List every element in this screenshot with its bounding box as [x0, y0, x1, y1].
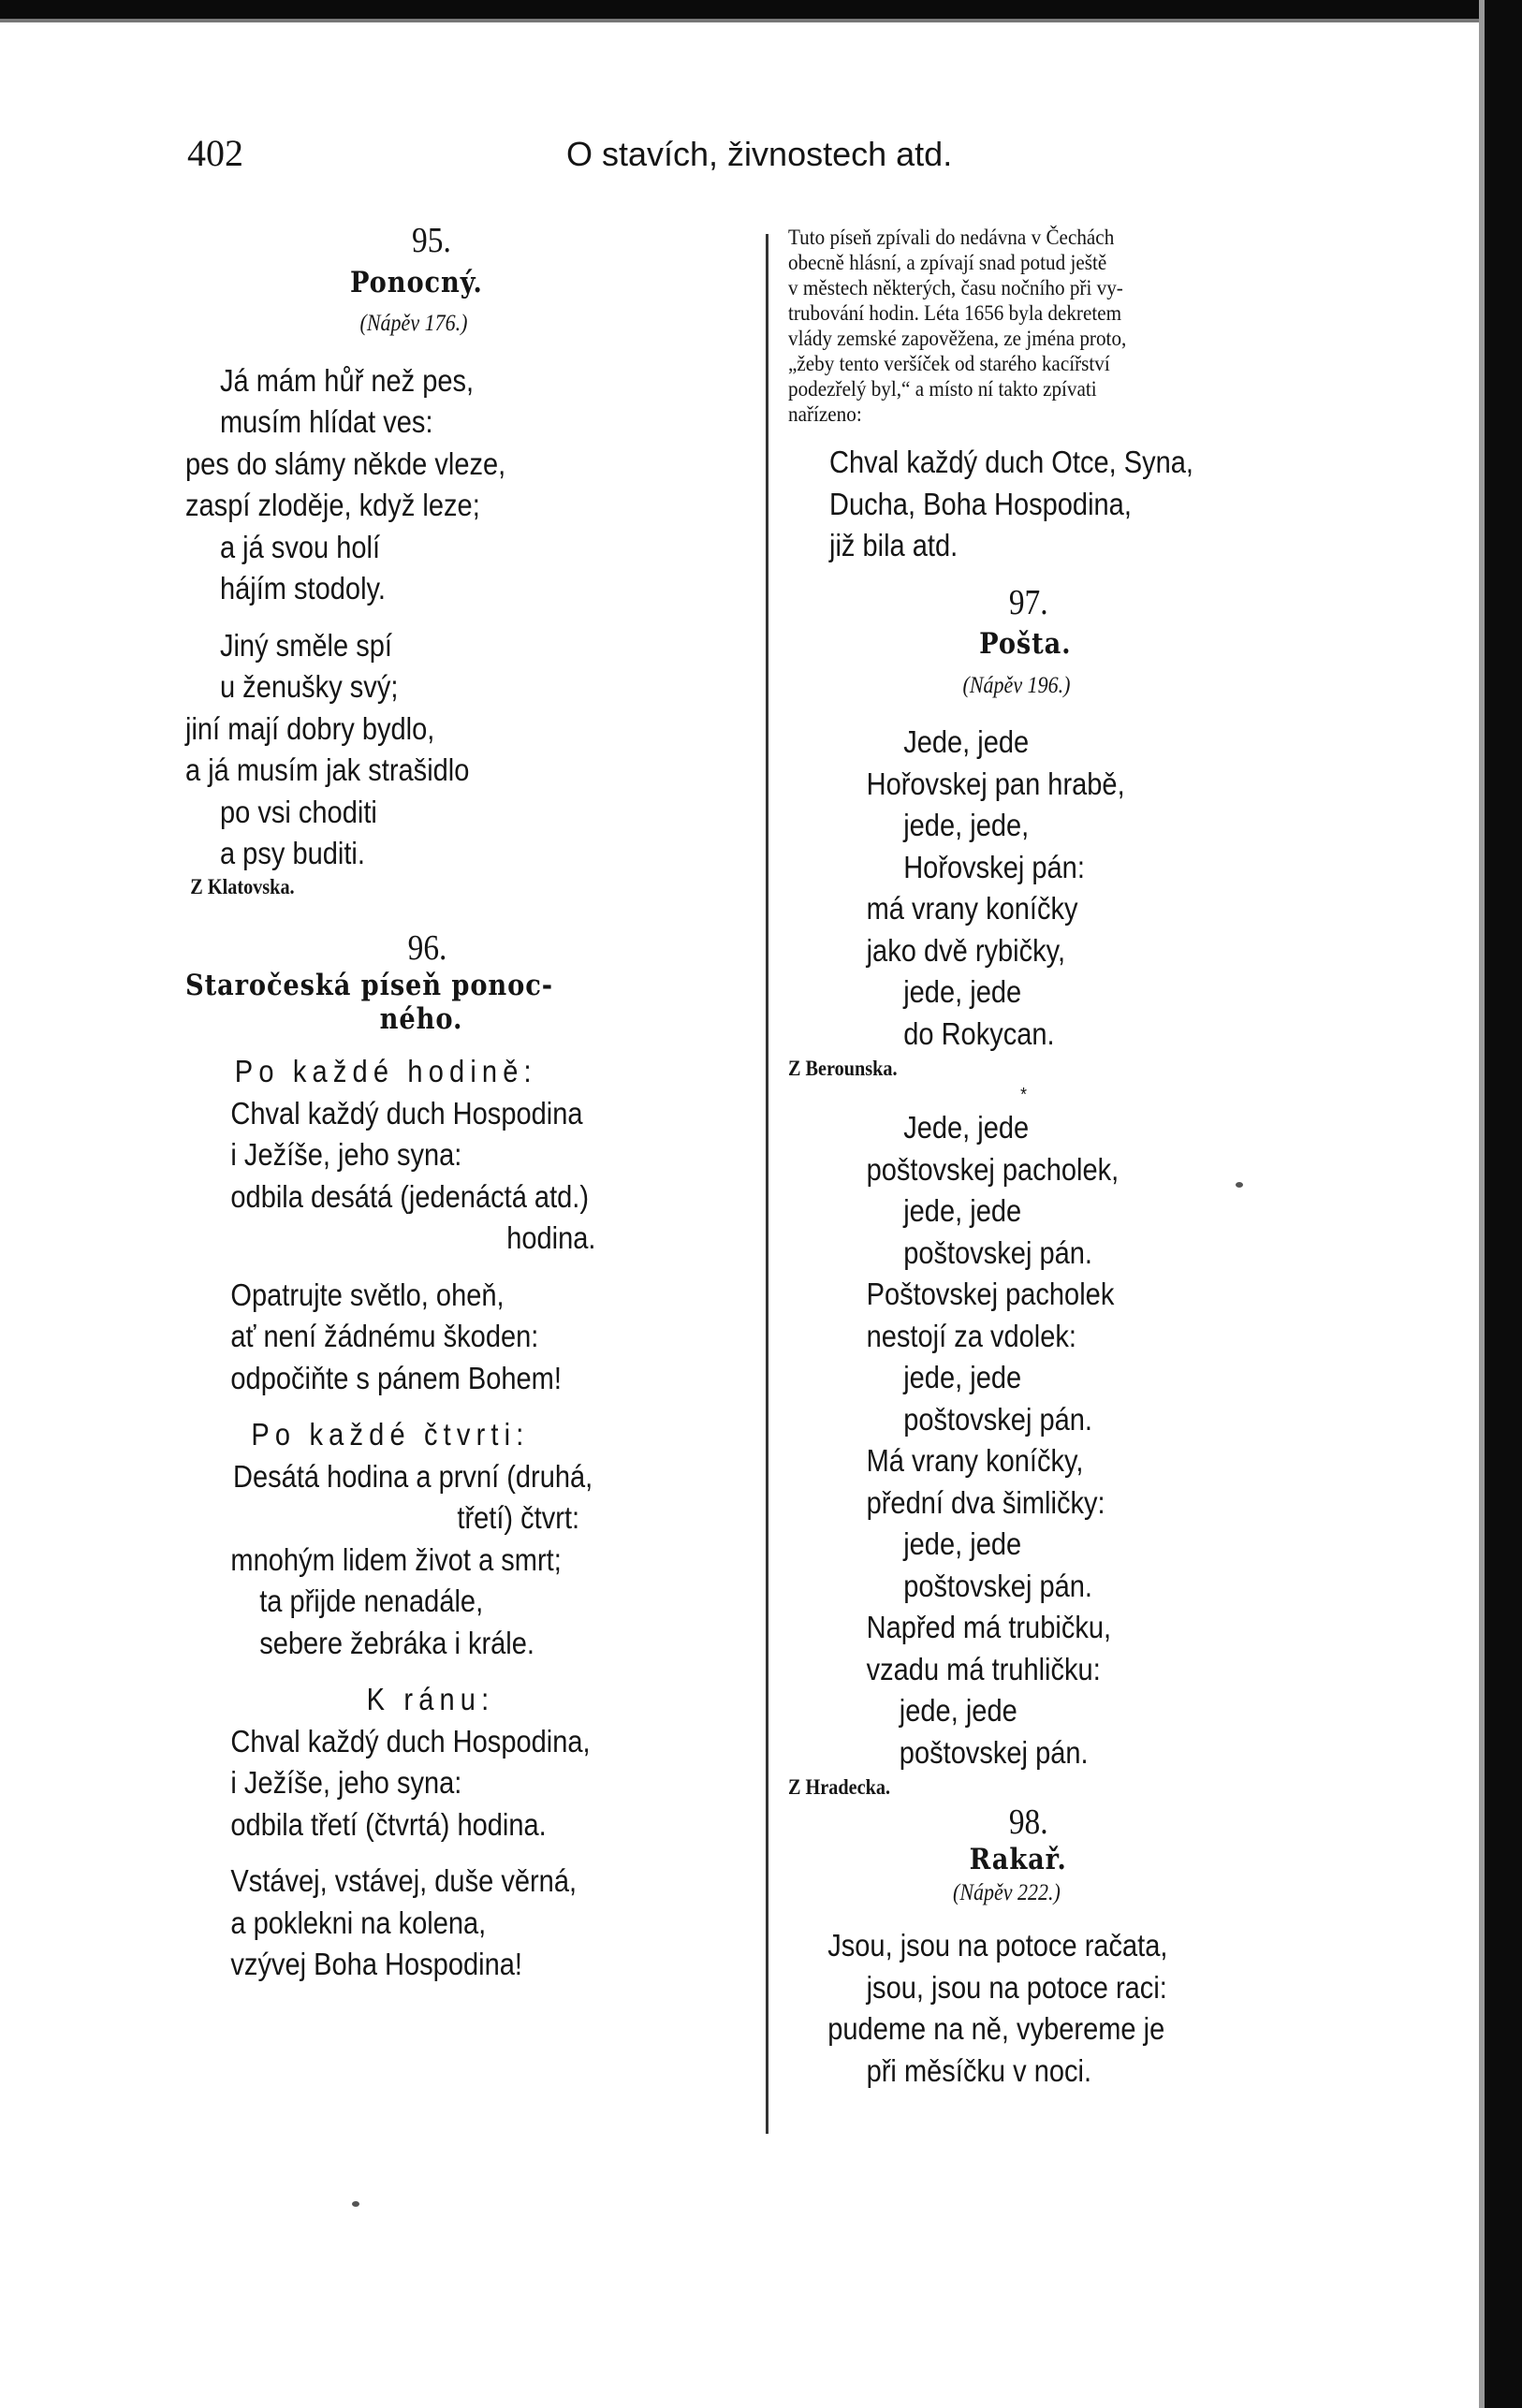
- note-line: v městech některých, času nočního při vy-: [788, 276, 1123, 299]
- verse-line: Ducha, Boha Hospodina,: [829, 486, 1132, 521]
- time-heading: Po každé hodině:: [234, 1054, 537, 1088]
- footnote-96: [788, 225, 1350, 427]
- song-title-line: Staročeská píseň ponoc-: [185, 969, 553, 1002]
- source-attribution: Z Berounska.: [788, 1057, 898, 1080]
- verse-line: odbila desátá (jedenáctá atd.): [230, 1178, 590, 1214]
- running-title: O stavích, živnostech atd.: [566, 135, 953, 173]
- right-column: [788, 225, 1350, 2092]
- verse-line: jede, jede: [903, 1360, 1022, 1394]
- verse-line: jiní mají dobry bydlo,: [185, 710, 435, 746]
- verse-line: i Ježíše, jeho syna:: [230, 1137, 462, 1172]
- verse-line: a já svou holí: [219, 529, 381, 564]
- verse-line: poštovskej pán.: [903, 1568, 1092, 1603]
- note-line: trubování hodin. Léta 1656 byla dekretem: [788, 301, 1122, 325]
- verse-line: hodina.: [506, 1220, 596, 1255]
- verse-line: poštovskej pacholek,: [866, 1151, 1120, 1187]
- time-heading: Po každé čtvrti:: [251, 1417, 530, 1452]
- song-number: 98.: [1008, 1802, 1048, 1842]
- verse-line: má vrany koníčky: [866, 891, 1078, 926]
- verse-line: Vstávej, vstávej, duše věrná,: [230, 1863, 578, 1898]
- verse-line: zaspí zloděje, když leze;: [185, 488, 480, 522]
- verse-line: jsou, jsou na potoce raci:: [866, 1969, 1167, 2005]
- verse-line: Jede, jede: [903, 1110, 1030, 1145]
- page-number: 402: [187, 132, 243, 174]
- verse-line: jede, jede: [903, 1193, 1022, 1228]
- song-98: [788, 1802, 1350, 2092]
- verse-line: jede, jede: [899, 1693, 1017, 1728]
- verse-line: třetí) čtvrt:: [457, 1500, 580, 1535]
- column-divider: [766, 234, 768, 2134]
- verse-line: Chval každý duch Hospodina,: [230, 1723, 591, 1759]
- verse-line: vzývej Boha Hospodina!: [230, 1947, 522, 1981]
- verse-line: a poklekni na kolena,: [230, 1905, 487, 1940]
- verse-line: i Ježíše, jeho syna:: [230, 1765, 462, 1800]
- verse-line: odpočiňte s pánem Bohem!: [230, 1360, 562, 1395]
- note-line: podezřelý byl,“ a místo ní takto zpívati: [788, 377, 1097, 401]
- verse-line: musím hlídat ves:: [219, 404, 433, 439]
- song-97: [788, 582, 1350, 1802]
- verse-line: jako dvě rybičky,: [866, 932, 1066, 968]
- time-heading: K ránu:: [366, 1682, 495, 1716]
- verse-line: odbila třetí (čtvrtá) hodina.: [230, 1806, 547, 1842]
- note-line: obecně hlásní, a zpívají snad potud ještě: [788, 251, 1107, 274]
- verse-line: Poštovskej pacholek: [866, 1277, 1115, 1311]
- verse-line: jede, jede: [903, 974, 1022, 1009]
- verse-line: Já mám hůř než pes,: [219, 362, 475, 398]
- verse-line: Jiný směle spí: [219, 627, 392, 663]
- song-title: Ponocný.: [350, 265, 483, 299]
- verse-line: ať není žádnému škoden:: [230, 1319, 539, 1353]
- song-number: 95.: [412, 221, 451, 260]
- verse-line: mnohým lidem život a smrt;: [230, 1541, 562, 1577]
- scan-top-shadow: [0, 19, 1522, 22]
- verse-line: ta přijde nenadále,: [259, 1583, 484, 1618]
- running-header: [187, 131, 1273, 187]
- verse-line: Chval každý duch Hospodina: [230, 1095, 583, 1131]
- source-attribution: Z Hradecka.: [788, 1775, 891, 1799]
- song-title: Rakař.: [969, 1843, 1067, 1876]
- song-number: 96.: [407, 927, 447, 968]
- verse-line: vzadu má truhličku:: [866, 1651, 1101, 1686]
- song-95: [185, 220, 747, 899]
- verse-line: Chval každý duch Otce, Syna,: [829, 445, 1194, 479]
- verse-line: Opatrujte světlo, oheň,: [230, 1277, 505, 1312]
- song-96: [185, 927, 747, 1986]
- note-line: Tuto píseň zpívali do nedávna v Čechách: [788, 226, 1115, 249]
- scan-top-edge: [0, 0, 1522, 19]
- verse-line: poštovskej pán.: [903, 1234, 1092, 1270]
- verse-line: pudeme na ně, vybereme je: [827, 2011, 1165, 2046]
- verse-line: do Rokycan.: [903, 1015, 1055, 1051]
- verse-line: Napřed má trubičku,: [866, 1610, 1112, 1644]
- verse-line: pes do slámy někde vleze,: [185, 445, 506, 481]
- song-title: Pošta.: [979, 627, 1072, 661]
- verse-line: sebere žebráka i krále.: [259, 1625, 534, 1660]
- scan-right-edge: [1485, 0, 1522, 2408]
- verse-line: Desátá hodina a první (druhá,: [233, 1458, 593, 1494]
- napev-reference: (Nápěv 196.): [962, 672, 1071, 698]
- song-number: 97.: [1008, 582, 1048, 622]
- napev-reference: (Nápěv 222.): [953, 1880, 1061, 1905]
- verse-line: hájím stodoly.: [219, 571, 386, 606]
- section-separator: *: [1020, 1085, 1028, 1105]
- song-title-line: ného.: [379, 1002, 463, 1036]
- note-line: vlády zemské zapověžena, ze jména proto,: [788, 327, 1127, 350]
- napev-reference: (Nápěv 176.): [359, 311, 468, 336]
- verse-line: již bila atd.: [829, 528, 959, 562]
- note-line: „žeby tento veršíček od starého kacířství: [788, 352, 1110, 375]
- verse-line: a psy buditi.: [219, 836, 365, 870]
- verse-line: u ženušky svý;: [219, 669, 399, 704]
- verse-line: Hořovskej pán:: [903, 849, 1085, 884]
- verse-line: přední dva šimličky:: [866, 1484, 1105, 1520]
- verse-line: nestojí za vdolek:: [866, 1318, 1076, 1353]
- verse-line: jede, jede,: [903, 808, 1030, 842]
- note-line: nařízeno:: [788, 402, 862, 426]
- source-attribution: Z Klatovska.: [190, 874, 295, 898]
- left-column: [185, 220, 747, 1986]
- verse-line: a já musím jak strašidlo: [185, 752, 470, 787]
- verse-line: Jede, jede: [903, 724, 1030, 759]
- verse-line: jede, jede: [903, 1526, 1022, 1561]
- verse-line: poštovskej pán.: [899, 1734, 1089, 1770]
- verse-line: Jsou, jsou na potoce račata,: [827, 1928, 1168, 1963]
- verse-line: po vsi choditi: [219, 794, 377, 829]
- verse-line: Hořovskej pan hrabě,: [866, 766, 1125, 801]
- verse-line: poštovskej pán.: [903, 1401, 1092, 1437]
- scan-speck: [352, 2201, 359, 2207]
- verse-line: při měsíčku v noci.: [866, 2052, 1092, 2088]
- scan-speck: [1236, 1182, 1243, 1188]
- verse-line: Má vrany koníčky,: [866, 1443, 1084, 1478]
